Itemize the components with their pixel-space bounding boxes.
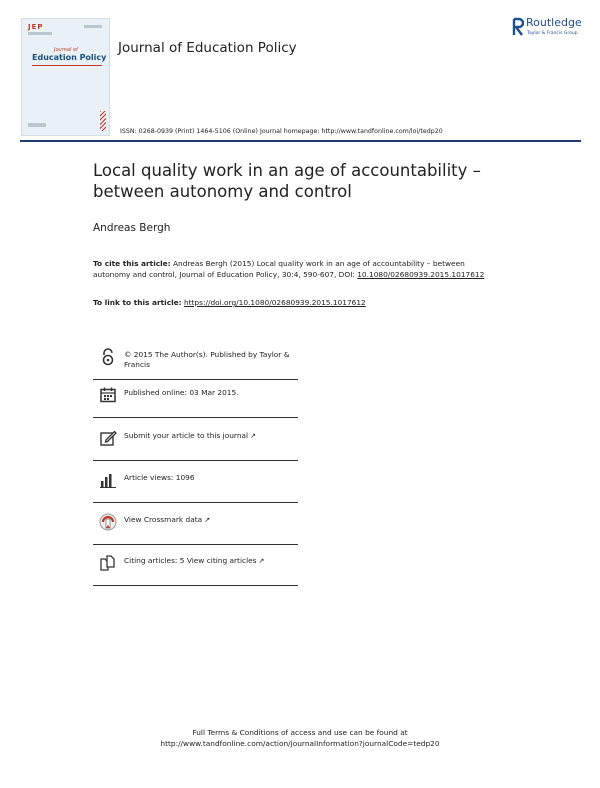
- cover-logo: JEP: [28, 23, 44, 31]
- cite-text: Andreas Bergh (2015) Local quality work in an age of accountability – between autonomy and control, Journal of Education Policy, 30:4, 590-607, DOI:: [93, 259, 465, 279]
- cover-title: Education Policy: [32, 53, 107, 62]
- external-link-icon: ↗: [204, 516, 211, 524]
- crossmark-link[interactable]: [93, 507, 298, 545]
- footer-terms-link[interactable]: http://www.tandfonline.com/action/journalInformation?journalCode=tedp20: [160, 739, 440, 748]
- footer-terms: Full Terms & Conditions of access and use can be found at: [192, 728, 408, 737]
- article-views: [93, 465, 298, 503]
- bar-chart-icon: [99, 471, 117, 489]
- article-author: Andreas Bergh: [93, 222, 171, 234]
- copy-documents-icon: [99, 554, 117, 572]
- footer: [0, 727, 600, 749]
- issn-line: [120, 128, 443, 135]
- cover-decoration: [84, 25, 102, 28]
- crossmark-label: View Crossmark data: [124, 515, 203, 524]
- calendar-icon: [99, 386, 117, 404]
- license-text: © 2015 The Author(s). Published by Taylor & Francis: [124, 350, 290, 369]
- edit-icon: [99, 429, 117, 447]
- crossmark-text: [124, 515, 296, 525]
- submit-article-link[interactable]: [93, 423, 298, 461]
- submit-text: [124, 431, 296, 441]
- citing-text: [124, 556, 296, 566]
- header-divider: [20, 140, 581, 142]
- journal-homepage-link[interactable]: http://www.tandfonline.com/loi/tedp20: [321, 128, 443, 135]
- submit-label: Submit your article to this journal: [124, 431, 249, 440]
- publisher-tagline: Taylor & Francis Group: [527, 31, 578, 36]
- article-title: Local quality work in an age of accountability – between autonomy and control: [93, 161, 481, 201]
- citation: [93, 258, 503, 280]
- cite-label: To cite this article:: [93, 259, 171, 268]
- routledge-logo-icon: [512, 17, 524, 37]
- external-link-icon: ↗: [250, 432, 256, 440]
- published-date: [93, 380, 298, 418]
- published-text: Published online: 03 Mar 2015.: [124, 388, 239, 397]
- cover-subtitle: Journal of: [54, 47, 78, 53]
- crossmark-icon: [99, 513, 117, 531]
- article-link-line: [93, 298, 366, 307]
- cover-decoration: [28, 32, 52, 35]
- cover-stamp: [100, 111, 106, 131]
- citing-articles-link[interactable]: [93, 548, 298, 586]
- open-access-license: [93, 342, 298, 380]
- link-label: To link to this article:: [93, 298, 182, 307]
- cover-divider: [32, 65, 102, 66]
- issn-text: ISSN: 0268-0939 (Print) 1464-5106 (Online) Journal homepage:: [120, 128, 320, 135]
- open-lock-icon: [99, 348, 117, 366]
- citing-label: Citing articles: 5 View citing articles: [124, 556, 257, 565]
- cover-decoration: [28, 123, 46, 127]
- cite-doi-link[interactable]: 10.1080/02680939.2015.1017612: [357, 270, 485, 279]
- article-doi-link[interactable]: https://doi.org/10.1080/02680939.2015.1017612: [183, 298, 366, 307]
- journal-title: Journal of Education Policy: [118, 40, 297, 56]
- journal-cover-thumbnail: [21, 18, 110, 136]
- external-link-icon: ↗: [258, 557, 265, 565]
- publisher-name: Routledge: [526, 16, 582, 29]
- views-text: Article views: 1096: [124, 473, 195, 482]
